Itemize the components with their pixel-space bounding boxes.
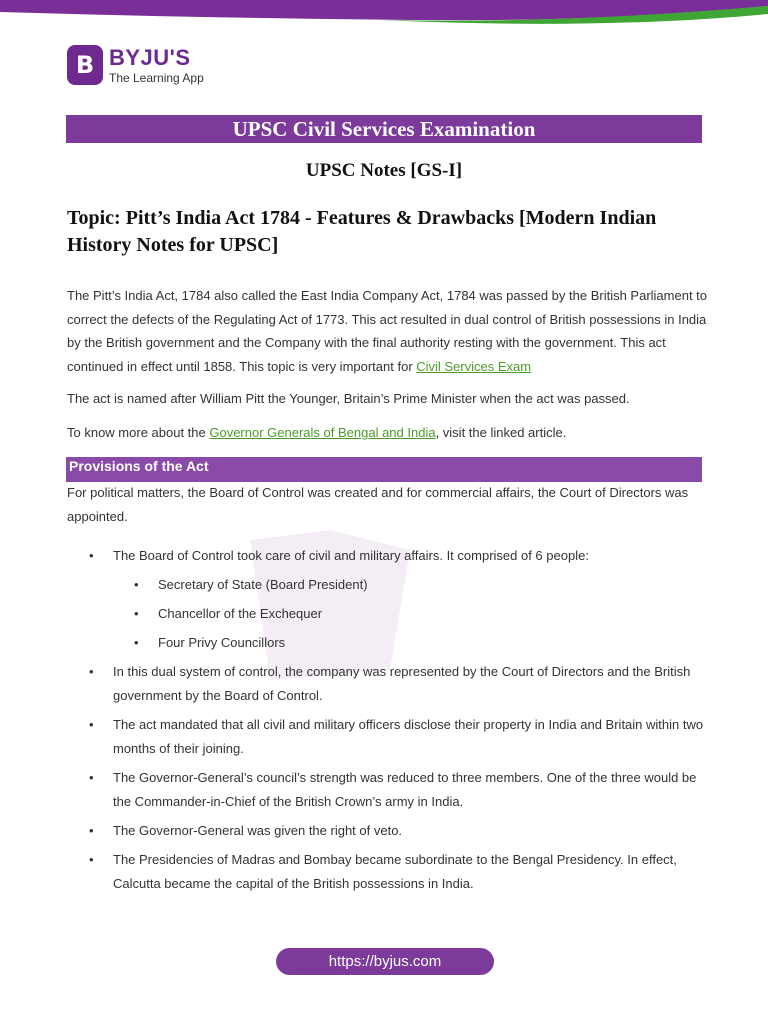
- know-more-paragraph: To know more about the Governor Generals of Bengal and India, visit the linked article.: [67, 425, 567, 440]
- brand-tagline: The Learning App: [109, 70, 204, 85]
- notes-title: UPSC Notes [GS-I]: [305, 160, 463, 181]
- byjus-logo-icon: B: [67, 45, 103, 85]
- footer-url-link[interactable]: https://byjus.com: [276, 948, 494, 975]
- exam-banner: UPSC Civil Services Examination: [66, 115, 702, 143]
- byjus-logo[interactable]: [67, 44, 204, 86]
- provisions-intro: For political matters, the Board of Control was created and for commercial affairs, the Court of Directors was appointed.: [67, 485, 689, 524]
- list-item: • The act mandated that all civil and military officers disclose their property in India and Britain within two months of their joining.: [67, 713, 707, 761]
- provisions-heading: Provisions of the Act: [66, 457, 702, 482]
- intro-paragraph: [67, 284, 707, 378]
- list-item: • The Board of Control took care of civil and military affairs. It comprised of 6 people:: [67, 544, 707, 568]
- brand-name: BYJU'S: [109, 44, 191, 70]
- named-after-paragraph: The act is named after William Pitt the Younger, Britain’s Prime Minister when the act was passed.: [67, 391, 630, 406]
- governor-generals-link[interactable]: Governor Generals of Bengal and India: [209, 425, 436, 440]
- list-item: • The Presidencies of Madras and Bombay became subordinate to the Bengal Presidency. In effect, Calcutta became the capital of the British possessions in India.: [67, 848, 707, 896]
- list-item: • In this dual system of control, the company was represented by the Court of Directors and the British government by the Board of Control.: [67, 660, 707, 708]
- list-item: • The Governor-General’s council’s strength was reduced to three members. One of the three would be the Commander-in-Chief of the British Crown’s army in India.: [67, 766, 707, 814]
- intro-text: The Pitt’s India Act, 1784 also called the East India Company Act, 1784 was passed by the British Parliament to correct the defects of the Regulating Act of 1773. This act resulted in dual control of British possessions in India by the British government and the Company with the final authority resting with the government. This act continued in effect until 1858. This topic is very important for: [67, 288, 708, 374]
- list-item: • Four Privy Councillors: [67, 631, 707, 655]
- provisions-list: [67, 544, 707, 896]
- header-color-band: [0, 0, 768, 28]
- list-item: • The Governor-General was given the right of veto.: [67, 819, 707, 843]
- list-item: • Secretary of State (Board President): [67, 573, 707, 597]
- list-item: • Chancellor of the Exchequer: [67, 602, 707, 626]
- civil-services-exam-link[interactable]: Civil Services Exam: [416, 358, 532, 374]
- topic-heading: Topic: Pitt’s India Act 1784 - Features & Drawbacks [Modern Indian History Notes for UPSC]: [67, 207, 657, 256]
